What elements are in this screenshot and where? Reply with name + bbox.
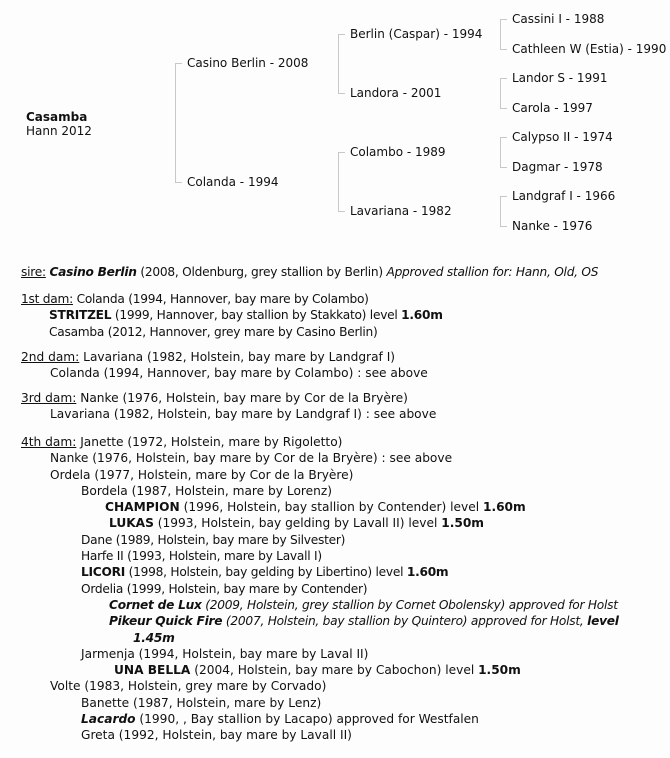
third-dam-label: 3rd dam: — [21, 391, 77, 405]
offspring-name: LUKAS — [109, 516, 154, 531]
sire-node[interactable]: Casino Berlin - 2008 — [187, 56, 309, 70]
offspring-name: STRITZEL — [49, 308, 112, 323]
first-dam-section — [21, 291, 443, 340]
bracket-tick — [500, 196, 507, 197]
bracket-tick — [500, 167, 507, 168]
sire-approval-note: Approved stallion for: Hann, Old, OS — [386, 265, 599, 279]
first-dam-text: Colanda (1994, Hannover, bay mare by Colambo) — [72, 292, 369, 306]
offspring-line — [21, 564, 619, 580]
offspring-line — [21, 662, 619, 678]
sire-section — [21, 264, 598, 280]
offspring-line: Bordela (1987, Holstein, mare by Lorenz) — [81, 483, 333, 498]
second-dam-section — [21, 349, 428, 382]
offspring-line: Nanke (1976, Holstein, bay mare by Cor de la Bryère) : see above — [50, 451, 453, 466]
third-dam-text: Nanke (1976, Holstein, bay mare by Cor de la Bryère) — [76, 391, 408, 405]
bracket-line — [500, 19, 501, 49]
bracket-line — [500, 137, 501, 167]
offspring-level: 1.60m — [406, 565, 449, 580]
sire-line — [21, 264, 598, 280]
dam-line — [21, 390, 436, 406]
offspring-level: 1.45m — [133, 630, 175, 645]
fourth-dam-label: 4th dam: — [21, 435, 77, 449]
ancestor-node[interactable]: Cathleen W (Estia) - 1990 — [512, 42, 667, 56]
offspring-line: Ordelia (1999, Holstein, bay mare by Contender) — [81, 581, 368, 596]
bracket-tick — [500, 78, 507, 79]
ancestor-node[interactable]: Landgraf I - 1966 — [512, 189, 616, 203]
ancestor-node[interactable]: Landor S - 1991 — [512, 71, 608, 85]
ancestor-node[interactable]: Nanke - 1976 — [512, 219, 593, 233]
offspring-line: Banette (1987, Holstein, mare by Lenz) — [81, 695, 322, 710]
offspring-details: (2009, Holstein, grey stallion by Cornet Obolensky) approved for Holst — [201, 597, 618, 612]
offspring-line: Jarmenja (1994, Holstein, bay mare by Laval II) — [81, 646, 369, 661]
bracket-tick — [338, 152, 345, 153]
offspring-line: Harfe II (1993, Holstein, mare by Lavall I) — [81, 549, 322, 564]
offspring-level: 1.60m — [401, 308, 443, 323]
offspring-name: LICORI — [81, 565, 126, 580]
offspring-line: Lavariana (1982, Holstein, bay mare by Landgraf I) : see above — [50, 407, 437, 422]
bracket-tick — [338, 211, 345, 212]
bracket-line — [175, 63, 176, 182]
offspring-name[interactable]: Cornet de Lux — [109, 597, 202, 612]
ancestor-node[interactable]: Cassini I - 1988 — [512, 12, 605, 26]
offspring-line — [21, 515, 619, 531]
offspring-level: 1.50m — [441, 516, 485, 531]
offspring-level: 1.50m — [478, 663, 521, 678]
bracket-tick — [175, 63, 182, 64]
fourth-dam-section — [21, 434, 619, 744]
bracket-tick — [338, 34, 345, 35]
fourth-dam-text: Janette (1972, Holstein, mare by Rigoletto) — [76, 435, 343, 449]
offspring-details: (2007, Holstein, bay stallion by Quintero) approved for Holst, — [222, 614, 588, 629]
granddam-maternal-node[interactable]: Lavariana - 1982 — [350, 204, 452, 218]
offspring-line — [21, 307, 443, 323]
granddam-paternal-node[interactable]: Landora - 2001 — [350, 86, 442, 100]
ancestor-node[interactable]: Carola - 1997 — [512, 101, 593, 115]
offspring-level-label: level — [587, 614, 619, 629]
third-dam-section — [21, 390, 436, 423]
offspring-line — [21, 597, 619, 613]
bracket-tick — [500, 226, 507, 227]
sire-name[interactable]: Casino Berlin — [49, 265, 137, 279]
ancestor-node[interactable]: Calypso II - 1974 — [512, 130, 613, 144]
bracket-line — [500, 196, 501, 226]
bracket-tick — [500, 108, 507, 109]
dam-line — [21, 349, 428, 365]
offspring-line: Colanda (1994, Hannover, bay mare by Colambo) : see above — [50, 366, 428, 381]
offspring-line — [21, 613, 619, 629]
bracket-line — [338, 152, 339, 211]
offspring-line: Casamba (2012, Hannover, grey mare by Casino Berlin) — [49, 324, 378, 339]
offspring-line: Ordela (1977, Holstein, mare by Cor de la Bryère) — [50, 467, 354, 482]
dam-line — [21, 291, 443, 307]
offspring-name[interactable]: Lacardo — [81, 712, 136, 727]
subject-name: Casamba — [26, 110, 88, 124]
offspring-name: UNA BELLA — [114, 663, 191, 678]
subject-horse — [26, 110, 92, 138]
offspring-details: (1999, Hannover, bay stallion by Stakkato) level — [111, 308, 402, 323]
first-dam-label: 1st dam: — [21, 292, 73, 306]
ancestor-node[interactable]: Dagmar - 1978 — [512, 160, 603, 174]
dam-line — [21, 434, 619, 450]
bracket-tick — [338, 93, 345, 94]
offspring-line-wrap — [21, 630, 619, 646]
sire-label: sire: — [21, 265, 46, 279]
sire-details: (2008, Oldenburg, grey stallion by Berlin) — [136, 265, 387, 279]
bracket-tick — [175, 182, 182, 183]
offspring-details: (1996, Holstein, bay stallion by Contender) level — [179, 500, 483, 515]
offspring-level: 1.60m — [482, 500, 526, 515]
bracket-line — [500, 78, 501, 108]
second-dam-text: Lavariana (1982, Holstein, bay mare by Landgraf I) — [79, 350, 396, 364]
offspring-line — [21, 711, 619, 727]
offspring-details: (2004, Holstein, bay mare by Cabochon) level — [190, 663, 479, 678]
offspring-name[interactable]: Pikeur Quick Fire — [109, 614, 223, 629]
second-dam-label: 2nd dam: — [21, 350, 80, 364]
offspring-details: (1990, , Bay stallion by Lacapo) approved for Westfalen — [135, 712, 479, 727]
bracket-line — [338, 34, 339, 93]
offspring-details: (1998, Holstein, bay gelding by Libertino) level — [125, 565, 407, 580]
offspring-line: Greta (1992, Holstein, bay mare by Lavall II) — [81, 728, 352, 743]
offspring-line: Dane (1989, Holstein, bay mare by Silvester) — [81, 532, 346, 547]
grandsire-paternal-node[interactable]: Berlin (Caspar) - 1994 — [350, 27, 483, 41]
bracket-tick — [500, 19, 507, 20]
offspring-line: Volte (1983, Holstein, grey mare by Corvado) — [50, 679, 327, 694]
grandsire-maternal-node[interactable]: Colambo - 1989 — [350, 145, 446, 159]
offspring-line — [21, 499, 619, 515]
dam-node[interactable]: Colanda - 1994 — [187, 175, 279, 189]
bracket-tick — [500, 137, 507, 138]
offspring-details: (1993, Holstein, bay gelding by Lavall II) level — [153, 516, 442, 531]
subject-breed-year: Hann 2012 — [26, 124, 92, 138]
bracket-tick — [500, 49, 507, 50]
offspring-name: CHAMPION — [105, 500, 180, 515]
